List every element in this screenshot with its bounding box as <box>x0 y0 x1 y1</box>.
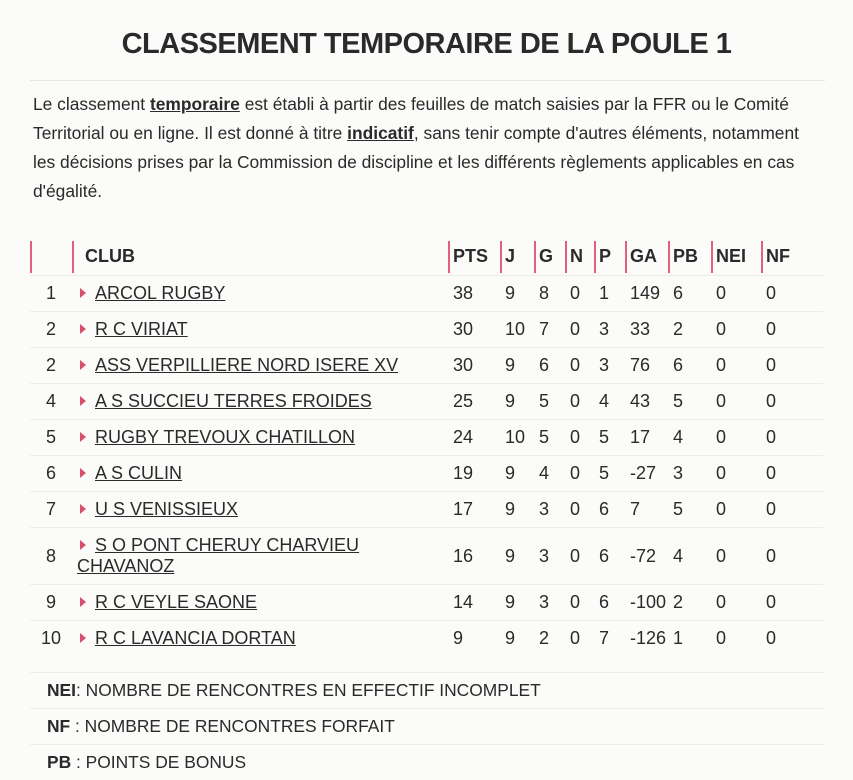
table-row <box>30 456 823 492</box>
cell-ga: -72 <box>625 528 668 585</box>
cell-j: 9 <box>500 621 534 657</box>
cell-j: 10 <box>500 312 534 348</box>
cell-pts: 30 <box>448 348 500 384</box>
cell-nei: 0 <box>711 384 761 420</box>
legend-text: : POINTS DE BONUS <box>71 752 247 772</box>
header-g[interactable]: G <box>534 237 565 276</box>
intro-emphasis-temporaire: temporaire <box>149 94 240 114</box>
cell-club <box>72 621 448 657</box>
cell-nf: 0 <box>761 312 823 348</box>
cell-pts: 17 <box>448 492 500 528</box>
cell-rank: 9 <box>30 585 72 621</box>
cell-n: 0 <box>565 420 594 456</box>
cell-pb: 6 <box>668 348 711 384</box>
cell-pb: 4 <box>668 420 711 456</box>
cell-nf: 0 <box>761 585 823 621</box>
bullet-arrow-icon <box>80 633 86 643</box>
table-row <box>30 528 823 585</box>
club-link[interactable]: A S SUCCIEU TERRES FROIDES <box>95 391 372 411</box>
header-club[interactable]: CLUB <box>72 237 448 276</box>
cell-n: 0 <box>565 348 594 384</box>
legend-abbr: NF <box>47 716 71 736</box>
cell-g: 2 <box>534 621 565 657</box>
cell-n: 0 <box>565 276 594 312</box>
cell-club <box>72 420 448 456</box>
cell-ga: 149 <box>625 276 668 312</box>
intro-text-3: , sans tenir compte d'autres éléments, notamment les décisions prises par la Commission de discipline et les différents règlements applicables en cas d'égalité. <box>33 123 799 201</box>
header-j[interactable]: J <box>500 237 534 276</box>
cell-nei: 0 <box>711 492 761 528</box>
cell-pts: 14 <box>448 585 500 621</box>
legend-abbr: PB <box>47 752 72 772</box>
club-link[interactable]: A S CULIN <box>95 463 183 483</box>
bullet-arrow-icon <box>80 468 86 478</box>
cell-n: 0 <box>565 621 594 657</box>
cell-pb: 6 <box>668 276 711 312</box>
cell-rank: 2 <box>30 348 72 384</box>
cell-j: 9 <box>500 585 534 621</box>
header-pb[interactable]: PB <box>668 237 711 276</box>
cell-club <box>72 492 448 528</box>
table-row <box>30 492 823 528</box>
legend-text: : NOMBRE DE RENCONTRES FORFAIT <box>70 716 395 736</box>
page-title: CLASSEMENT TEMPORAIRE DE LA POULE 1 <box>121 28 732 60</box>
intro-emphasis-indicatif: indicatif <box>347 123 414 143</box>
table-row <box>30 621 823 657</box>
club-link[interactable]: R C VIRIAT <box>95 319 188 339</box>
cell-pb: 3 <box>668 456 711 492</box>
cell-nei: 0 <box>711 456 761 492</box>
bullet-arrow-icon <box>80 504 86 514</box>
cell-club <box>72 528 448 585</box>
cell-n: 0 <box>565 585 594 621</box>
cell-ga: 17 <box>625 420 668 456</box>
cell-pb: 4 <box>668 528 711 585</box>
bullet-arrow-icon <box>80 597 86 607</box>
cell-nei: 0 <box>711 528 761 585</box>
cell-p: 6 <box>594 492 625 528</box>
bullet-arrow-icon <box>80 396 86 406</box>
legend <box>30 672 825 780</box>
cell-ga: -100 <box>625 585 668 621</box>
table-header-row <box>30 237 823 276</box>
intro-text-2: est établi à partir des feuilles de match saisies par la FFR ou le Comité Territorial ou en ligne. Il est donné à titre <box>33 94 789 143</box>
table-row <box>30 420 823 456</box>
table-row <box>30 276 823 312</box>
cell-g: 4 <box>534 456 565 492</box>
cell-rank: 4 <box>30 384 72 420</box>
club-link[interactable]: ARCOL RUGBY <box>95 283 226 303</box>
cell-nf: 0 <box>761 420 823 456</box>
cell-ga: -126 <box>625 621 668 657</box>
intro-text-1: Le classement <box>33 94 150 114</box>
cell-ga: 43 <box>625 384 668 420</box>
cell-ga: 7 <box>625 492 668 528</box>
cell-nei: 0 <box>711 312 761 348</box>
cell-j: 9 <box>500 384 534 420</box>
cell-nei: 0 <box>711 585 761 621</box>
cell-ga: 33 <box>625 312 668 348</box>
cell-pts: 19 <box>448 456 500 492</box>
cell-p: 5 <box>594 420 625 456</box>
cell-g: 6 <box>534 348 565 384</box>
cell-n: 0 <box>565 384 594 420</box>
bullet-arrow-icon <box>80 360 86 370</box>
title-divider <box>30 80 825 81</box>
cell-p: 3 <box>594 348 625 384</box>
legend-item-nei <box>30 672 825 708</box>
cell-rank: 7 <box>30 492 72 528</box>
cell-rank: 2 <box>30 312 72 348</box>
club-link[interactable]: R C LAVANCIA DORTAN <box>95 628 296 648</box>
cell-club <box>72 456 448 492</box>
cell-nf: 0 <box>761 348 823 384</box>
standings-table <box>30 237 823 656</box>
cell-p: 5 <box>594 456 625 492</box>
cell-pts: 9 <box>448 621 500 657</box>
cell-n: 0 <box>565 492 594 528</box>
header-ga[interactable]: GA <box>625 237 668 276</box>
bullet-arrow-icon <box>80 540 86 550</box>
legend-text: : NOMBRE DE RENCONTRES EN EFFECTIF INCOMPLET <box>76 680 541 700</box>
cell-g: 3 <box>534 585 565 621</box>
cell-p: 6 <box>594 585 625 621</box>
cell-j: 9 <box>500 492 534 528</box>
header-p[interactable]: P <box>594 237 625 276</box>
intro-paragraph <box>33 90 823 206</box>
legend-item-nf <box>30 708 825 744</box>
club-link[interactable]: U S VENISSIEUX <box>95 499 239 519</box>
cell-pb: 5 <box>668 492 711 528</box>
header-pts[interactable]: PTS <box>448 237 500 276</box>
bullet-arrow-icon <box>80 288 86 298</box>
cell-club <box>72 348 448 384</box>
cell-rank: 1 <box>30 276 72 312</box>
cell-rank: 5 <box>30 420 72 456</box>
cell-rank: 6 <box>30 456 72 492</box>
cell-pts: 25 <box>448 384 500 420</box>
cell-n: 0 <box>565 528 594 585</box>
cell-g: 5 <box>534 384 565 420</box>
header-nei[interactable]: NEI <box>711 237 761 276</box>
club-link[interactable]: R C VEYLE SAONE <box>95 592 258 612</box>
legend-abbr: NEI <box>47 680 76 700</box>
cell-nei: 0 <box>711 420 761 456</box>
cell-g: 7 <box>534 312 565 348</box>
bullet-arrow-icon <box>80 432 86 442</box>
cell-nf: 0 <box>761 528 823 585</box>
cell-nf: 0 <box>761 276 823 312</box>
cell-nf: 0 <box>761 384 823 420</box>
header-n[interactable]: N <box>565 237 594 276</box>
cell-club <box>72 585 448 621</box>
cell-j: 9 <box>500 348 534 384</box>
table-row <box>30 348 823 384</box>
header-nf[interactable]: NF <box>761 237 823 276</box>
cell-j: 9 <box>500 276 534 312</box>
cell-n: 0 <box>565 312 594 348</box>
cell-pts: 30 <box>448 312 500 348</box>
cell-p: 3 <box>594 312 625 348</box>
cell-ga: -27 <box>625 456 668 492</box>
cell-nei: 0 <box>711 276 761 312</box>
cell-nf: 0 <box>761 456 823 492</box>
cell-n: 0 <box>565 456 594 492</box>
cell-pb: 2 <box>668 312 711 348</box>
bullet-arrow-icon <box>80 324 86 334</box>
cell-nf: 0 <box>761 492 823 528</box>
cell-pts: 24 <box>448 420 500 456</box>
club-link[interactable]: S O PONT CHERUY CHARVIEU CHAVANOZ <box>77 535 360 576</box>
cell-p: 6 <box>594 528 625 585</box>
legend-item-pb <box>30 744 825 780</box>
cell-nei: 0 <box>711 348 761 384</box>
cell-g: 5 <box>534 420 565 456</box>
cell-g: 8 <box>534 276 565 312</box>
table-row <box>30 312 823 348</box>
club-link[interactable]: RUGBY TREVOUX CHATILLON <box>95 427 356 447</box>
cell-pb: 2 <box>668 585 711 621</box>
cell-g: 3 <box>534 492 565 528</box>
cell-ga: 76 <box>625 348 668 384</box>
cell-club <box>72 276 448 312</box>
cell-p: 7 <box>594 621 625 657</box>
cell-g: 3 <box>534 528 565 585</box>
cell-pts: 38 <box>448 276 500 312</box>
cell-club <box>72 312 448 348</box>
club-link[interactable]: ASS VERPILLIERE NORD ISERE XV <box>95 355 399 375</box>
table-row <box>30 384 823 420</box>
cell-nf: 0 <box>761 621 823 657</box>
cell-pb: 1 <box>668 621 711 657</box>
cell-nei: 0 <box>711 621 761 657</box>
cell-j: 10 <box>500 420 534 456</box>
cell-pb: 5 <box>668 384 711 420</box>
table-row <box>30 585 823 621</box>
cell-p: 1 <box>594 276 625 312</box>
cell-rank: 8 <box>30 528 72 585</box>
cell-j: 9 <box>500 456 534 492</box>
cell-rank: 10 <box>30 621 72 657</box>
cell-pts: 16 <box>448 528 500 585</box>
cell-club <box>72 384 448 420</box>
cell-j: 9 <box>500 528 534 585</box>
header-rank <box>30 237 72 276</box>
cell-p: 4 <box>594 384 625 420</box>
